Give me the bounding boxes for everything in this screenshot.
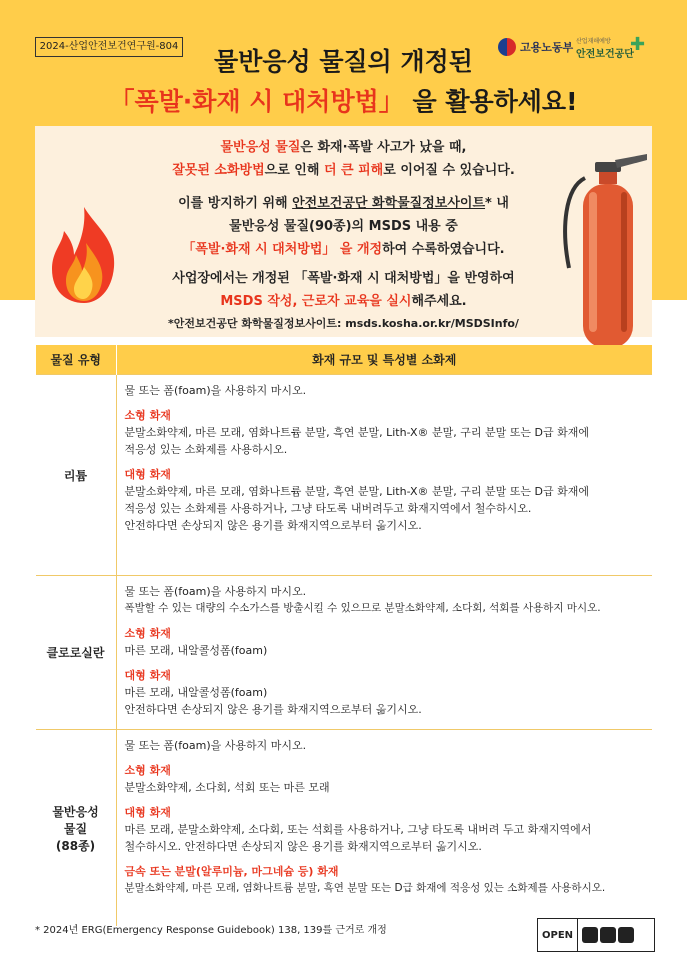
notice-highlight: MSDS 작성, 근로자 교육을 실시 <box>220 294 412 309</box>
notice-line-6: 사업장에서는 개정된 「폭발·화재 시 대처방법」을 반영하여 <box>172 271 515 286</box>
small-fire-text: 분말소화약제, 소다회, 석회 또는 마른 모래 <box>124 781 330 794</box>
main-title-highlight: 「폭발·화재 시 대처방법」 <box>109 87 404 116</box>
large-fire-text: 분말소화약제, 마른 모래, 염화나트륨 분말, 흑연 분말, Lith-X® 분말, 구리 분말 또는 D급 화재에 <box>124 485 589 498</box>
row-type-line: 물질 <box>63 821 88 836</box>
large-fire-text: 마른 모래, 분말소화약제, 소다회, 또는 석회를 사용하거나, 그냥 타도록 내버려 두고 화재지역에서 <box>124 823 592 836</box>
table-row-water-reactive <box>36 730 653 927</box>
kosha-cross-icon: ✚ <box>630 34 646 55</box>
no-derivatives-icon <box>618 927 634 943</box>
notice-highlight: 물반응성 물질 <box>220 140 301 155</box>
open-license-label: OPEN <box>538 919 578 951</box>
notice-line-4: 물반응성 물질(90종)의 MSDS 내용 중 <box>229 219 458 234</box>
publication-number: 2024-산업안전보건연구원-804 <box>35 37 183 57</box>
row-type-line: 물반응성 <box>52 804 99 819</box>
notice-highlight: 더 큰 피해 <box>323 163 384 178</box>
small-fire-title: 소형 화재 <box>124 627 171 640</box>
small-fire-text: 마른 모래, 내알콜성폼(foam) <box>124 644 268 657</box>
notice-highlight: 잘못된 소화방법 <box>172 163 265 178</box>
main-title-rest: 을 활용하세요! <box>403 87 578 116</box>
header-agents: 화재 규모 및 특성별 소화제 <box>116 345 652 375</box>
moel-logo-text: 고용노동부 <box>520 41 574 54</box>
fire-extinguisher-icon <box>555 148 655 348</box>
kogl-open-license-badge <box>537 918 655 952</box>
metal-fire-text: 분말소화약제, 마른 모래, 염화나트륨 분말, 흑연 분말 또는 D급 화재에 적응성 있는 소화제를 사용하시오. <box>124 882 606 894</box>
large-fire-text: 적응성 있는 소화제를 사용하거나, 그냥 타도록 내버려두고 화재지역에서 철수하시오. <box>124 502 532 515</box>
large-fire-text: 안전하다면 손상되지 않은 용기를 화재지역으로부터 옮기시오. <box>124 519 422 532</box>
metal-fire-title: 금속 또는 분말(알루미늄, 마그네슘 등) 화재 <box>124 865 339 878</box>
main-title-line2 <box>0 82 687 118</box>
noncommercial-icon <box>600 927 616 943</box>
general-instruction: 물 또는 폼(foam)을 사용하지 마시오. <box>124 739 307 752</box>
header-substance-type: 물질 유형 <box>36 345 117 375</box>
notice-text: 하여 수록하였습니다. <box>382 242 505 257</box>
kosha-site-link[interactable]: 안전보건공단 화학물질정보사이트 <box>292 196 486 211</box>
kosha-logo-subtext: 산업재해예방 <box>576 38 611 45</box>
table-row-chlorosilane <box>36 576 653 730</box>
row-type <box>36 730 117 927</box>
row-type-line: (88종) <box>55 838 96 853</box>
small-fire-title: 소형 화재 <box>124 409 171 422</box>
footnote: * 2024년 ERG(Emergency Response Guidebook) 138, 139를 근거로 개정 <box>35 925 387 936</box>
small-fire-title: 소형 화재 <box>124 764 171 777</box>
notice-highlight: 「폭발·화재 시 대처방법」 을 개정 <box>182 242 383 257</box>
row-description <box>116 375 652 576</box>
notice-text: 해주세요. <box>411 294 467 309</box>
notice-text: 이를 방지하기 위해 <box>178 196 293 211</box>
notice-site-url: *안전보건공단 화학물질정보사이트: msds.kosha.or.kr/MSDSInfo/ <box>168 317 519 330</box>
kosha-logo-text: 안전보건공단 <box>576 49 634 60</box>
table-row-lithium <box>36 375 653 576</box>
general-instruction: 물 또는 폼(foam)을 사용하지 마시오. <box>124 384 307 397</box>
notice-text: * 내 <box>485 196 509 211</box>
attribution-icon <box>582 927 598 943</box>
main-title-line1: 물반응성 물질의 개정된 <box>214 47 473 76</box>
large-fire-text: 마른 모래, 내알콜성폼(foam) <box>124 686 268 699</box>
row-description <box>116 730 652 927</box>
notice-text: 로 이어질 수 있습니다. <box>383 163 515 178</box>
large-fire-text: 안전하다면 손상되지 않은 용기를 화재지역으로부터 옮기시오. <box>124 703 422 716</box>
small-fire-text: 적응성 있는 소화제를 사용하시오. <box>124 443 288 456</box>
row-type: 클로로실란 <box>36 576 117 730</box>
small-fire-text: 분말소화약제, 마른 모래, 염화나트륨 분말, 흑연 분말, Lith-X® 분말, 구리 분말 또는 D급 화재에 <box>124 426 589 439</box>
license-type-icons <box>578 927 638 943</box>
large-fire-title: 대형 화재 <box>124 669 171 682</box>
notice-text: 으로 인해 <box>264 163 324 178</box>
general-instruction: 물 또는 폼(foam)을 사용하지 마시오. <box>124 585 307 598</box>
table-header-row <box>36 345 653 375</box>
large-fire-title: 대형 화재 <box>124 806 171 819</box>
extinguishing-agents-table <box>35 345 652 926</box>
row-type: 리튬 <box>36 375 117 576</box>
general-instruction: 폭발할 수 있는 대량의 수소가스를 방출시킬 수 있으므로 분말소화약제, 소다회, 석회를 사용하지 마시오. <box>124 602 601 614</box>
flame-icon <box>44 205 124 305</box>
notice-text: 은 화재·폭발 사고가 났을 때, <box>300 140 467 155</box>
large-fire-text: 철수하시오. 안전하다면 손상되지 않은 용기를 화재지역으로부터 옮기시오. <box>124 840 482 853</box>
row-description <box>116 576 652 730</box>
large-fire-title: 대형 화재 <box>124 468 171 481</box>
